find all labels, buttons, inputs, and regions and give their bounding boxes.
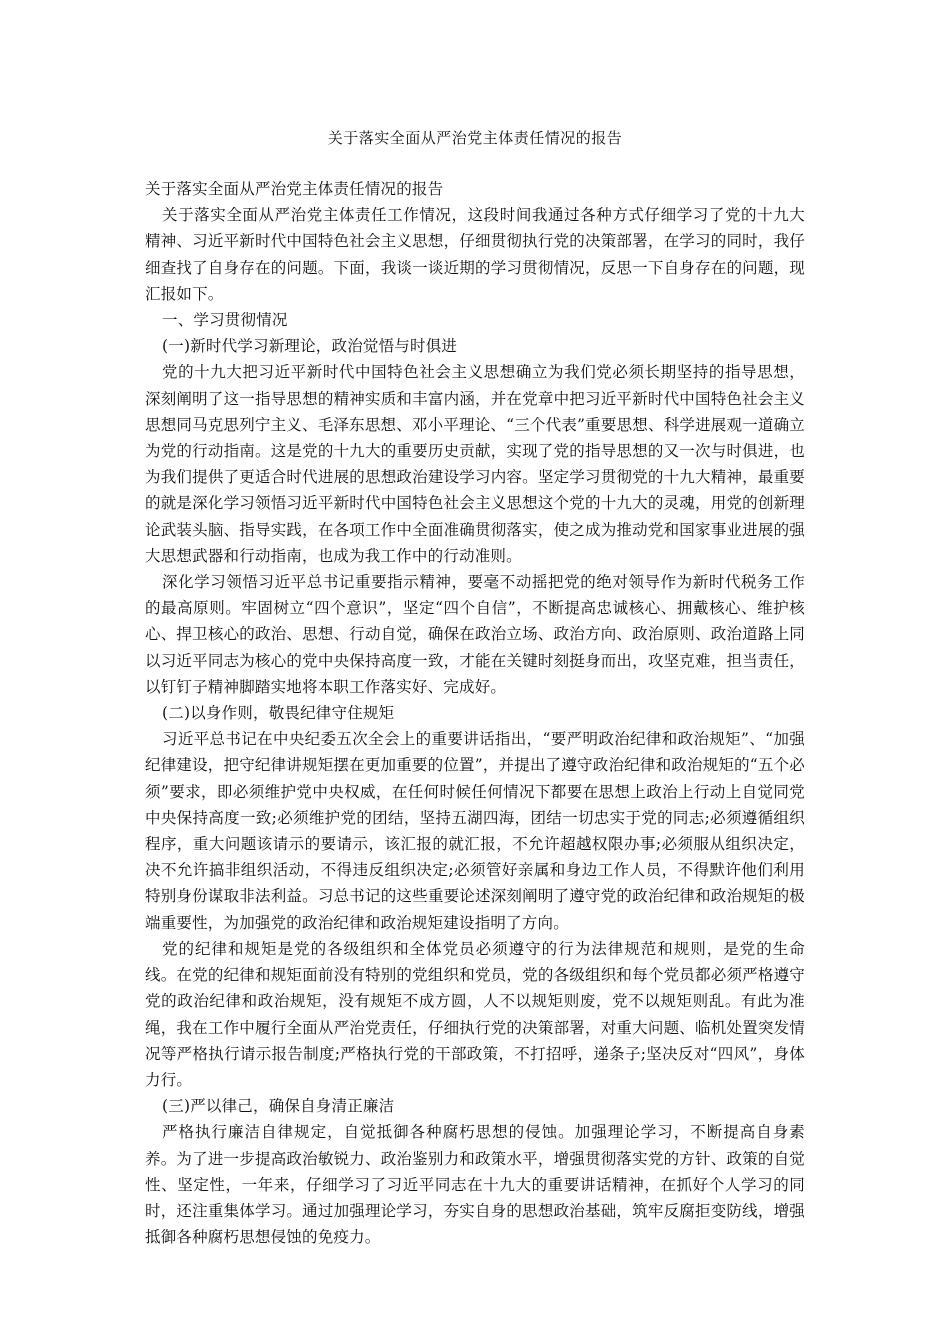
paragraph: 严格执行廉洁自律规定，自觉抵御各种腐朽思想的侵蚀。加强理论学习，不断提高自身素养。为了进一步提高政治敏锐力、政治鉴别力和政策水平，增强贯彻落实党的方针、政策的自觉性、坚定性，一年来，仔细学习了习近平同志在十九大的重要讲话精神，在抓好个人学习的同时，还注重集体学习。通过加强理论学习，夯实自身的思想政治基础，筑牢反腐拒变防线，增强抵御各种腐朽思想侵蚀的免疫力。: [145, 1123, 805, 1247]
paragraph: 习近平总书记在中央纪委五次全会上的重要讲话指出，“要严明政治纪律和政治规矩”、“加强纪律建设，把守纪律讲规矩摆在更加重要的位置”，并提出了遵守政治纪律和政治规矩的“五个必须”要求，即必须维护党中央权威，在任何时候任何情况下都要在思想上政治上行动上自觉同党中央保持高度一致;必须维护党的团结，坚持五湖四海，团结一切忠实于党的同志;必须遵循组织程序，重大问题该请示的要请示，该汇报的就汇报，不允许超越权限办事;必须服从组织决定，决不允许搞非组织活动，不得违反组织决定;必须管好亲属和身边工作人员，不得默许他们利用特别身份谋取非法利益。习总书记的这些重要论述深刻阐明了遵守党的政治纪律和政治规矩的极端重要性，为加强党的政治纪律和政治规矩建设指明了方向。: [145, 730, 805, 932]
document-title: 关于落实全面从严治党主体责任情况的报告: [327, 129, 623, 147]
document-heading: 关于落实全面从严治党主体责任情况的报告: [145, 180, 444, 198]
paragraph: 党的纪律和规矩是党的各级组织和全体党员必须遵守的行为法律规范和规则，是党的生命线。在党的纪律和规矩面前没有特别的党组织和党员，党的各级组织和每个党员都必须严格遵守党的政治纪律和政治规矩，没有规矩不成方圆，人不以规矩则废，党不以规矩则乱。有此为准绳，我在工作中履行全面从严治党责任，仔细执行党的决策部署，对重大问题、临机处置突发情况等严格执行请示报告制度;严格执行党的干部政策，不打招呼，递条子;坚决反对“四风”，身体力行。: [145, 939, 805, 1089]
paragraph-intro: 关于落实全面从严治党主体责任工作情况，这段时间我通过各种方式仔细学习了党的十九大精神、习近平新时代中国特色社会主义思想，仔细贯彻执行党的决策部署，在学习的同时，我仔细查找了自身存在的问题。下面，我谈一谈近期的学习贯彻情况，反思一下自身存在的问题，现汇报如下。: [145, 206, 805, 303]
subsection-heading-2: (二)以身作则，敬畏纪律守住规矩: [162, 704, 395, 723]
paragraph: 深化学习领悟习近平总书记重要指示精神，要毫不动摇把党的绝对领导作为新时代税务工作的最高原则。牢固树立“四个意识”，坚定“四个自信”，不断提高忠诚核心、拥戴核心、维护核心、捍卫核心的政治、思想、行动自觉，确保在政治立场、政治方向、政治原则、政治道路上同以习近平同志为核心的党中央保持高度一致，才能在关键时刻挺身而出，攻坚克难，担当责任，以钉钉子精神脚踏实地将本职工作落实好、完成好。: [145, 573, 805, 696]
section-heading-1: 一、学习贯彻情况: [162, 311, 288, 330]
document-body: [145, 176, 805, 1250]
subsection-heading-1: (一)新时代学习新理论，政治觉悟与时俱进: [162, 337, 458, 356]
paragraph: 党的十九大把习近平新时代中国特色社会主义思想确立为我们党必须长期坚持的指导思想，深刻阐明了这一指导思想的精神实质和丰富内涵，并在党章中把习近平新时代中国特色社会主义思想同马克思列宁主义、毛泽东思想、邓小平理论、“三个代表”重要思想、科学进展观一道确立为党的行动指南。这是党的十九大的重要历史贡献，实现了党的指导思想的又一次与时俱进，也为我们提供了更适合时代进展的思想政治建设学习内容。坚定学习贯彻党的十九大精神，最重要的就是深化学习领悟习近平新时代中国特色社会主义思想这个党的十九大的灵魂，用党的创新理论武装头脑、指导实践，在各项工作中全面准确贯彻落实，使之成为推动党和国家事业进展的强大思想武器和行动指南，也成为我工作中的行动准则。: [145, 363, 805, 565]
subsection-heading-3: (三)严以律己，确保自身清正廉洁: [162, 1097, 395, 1116]
